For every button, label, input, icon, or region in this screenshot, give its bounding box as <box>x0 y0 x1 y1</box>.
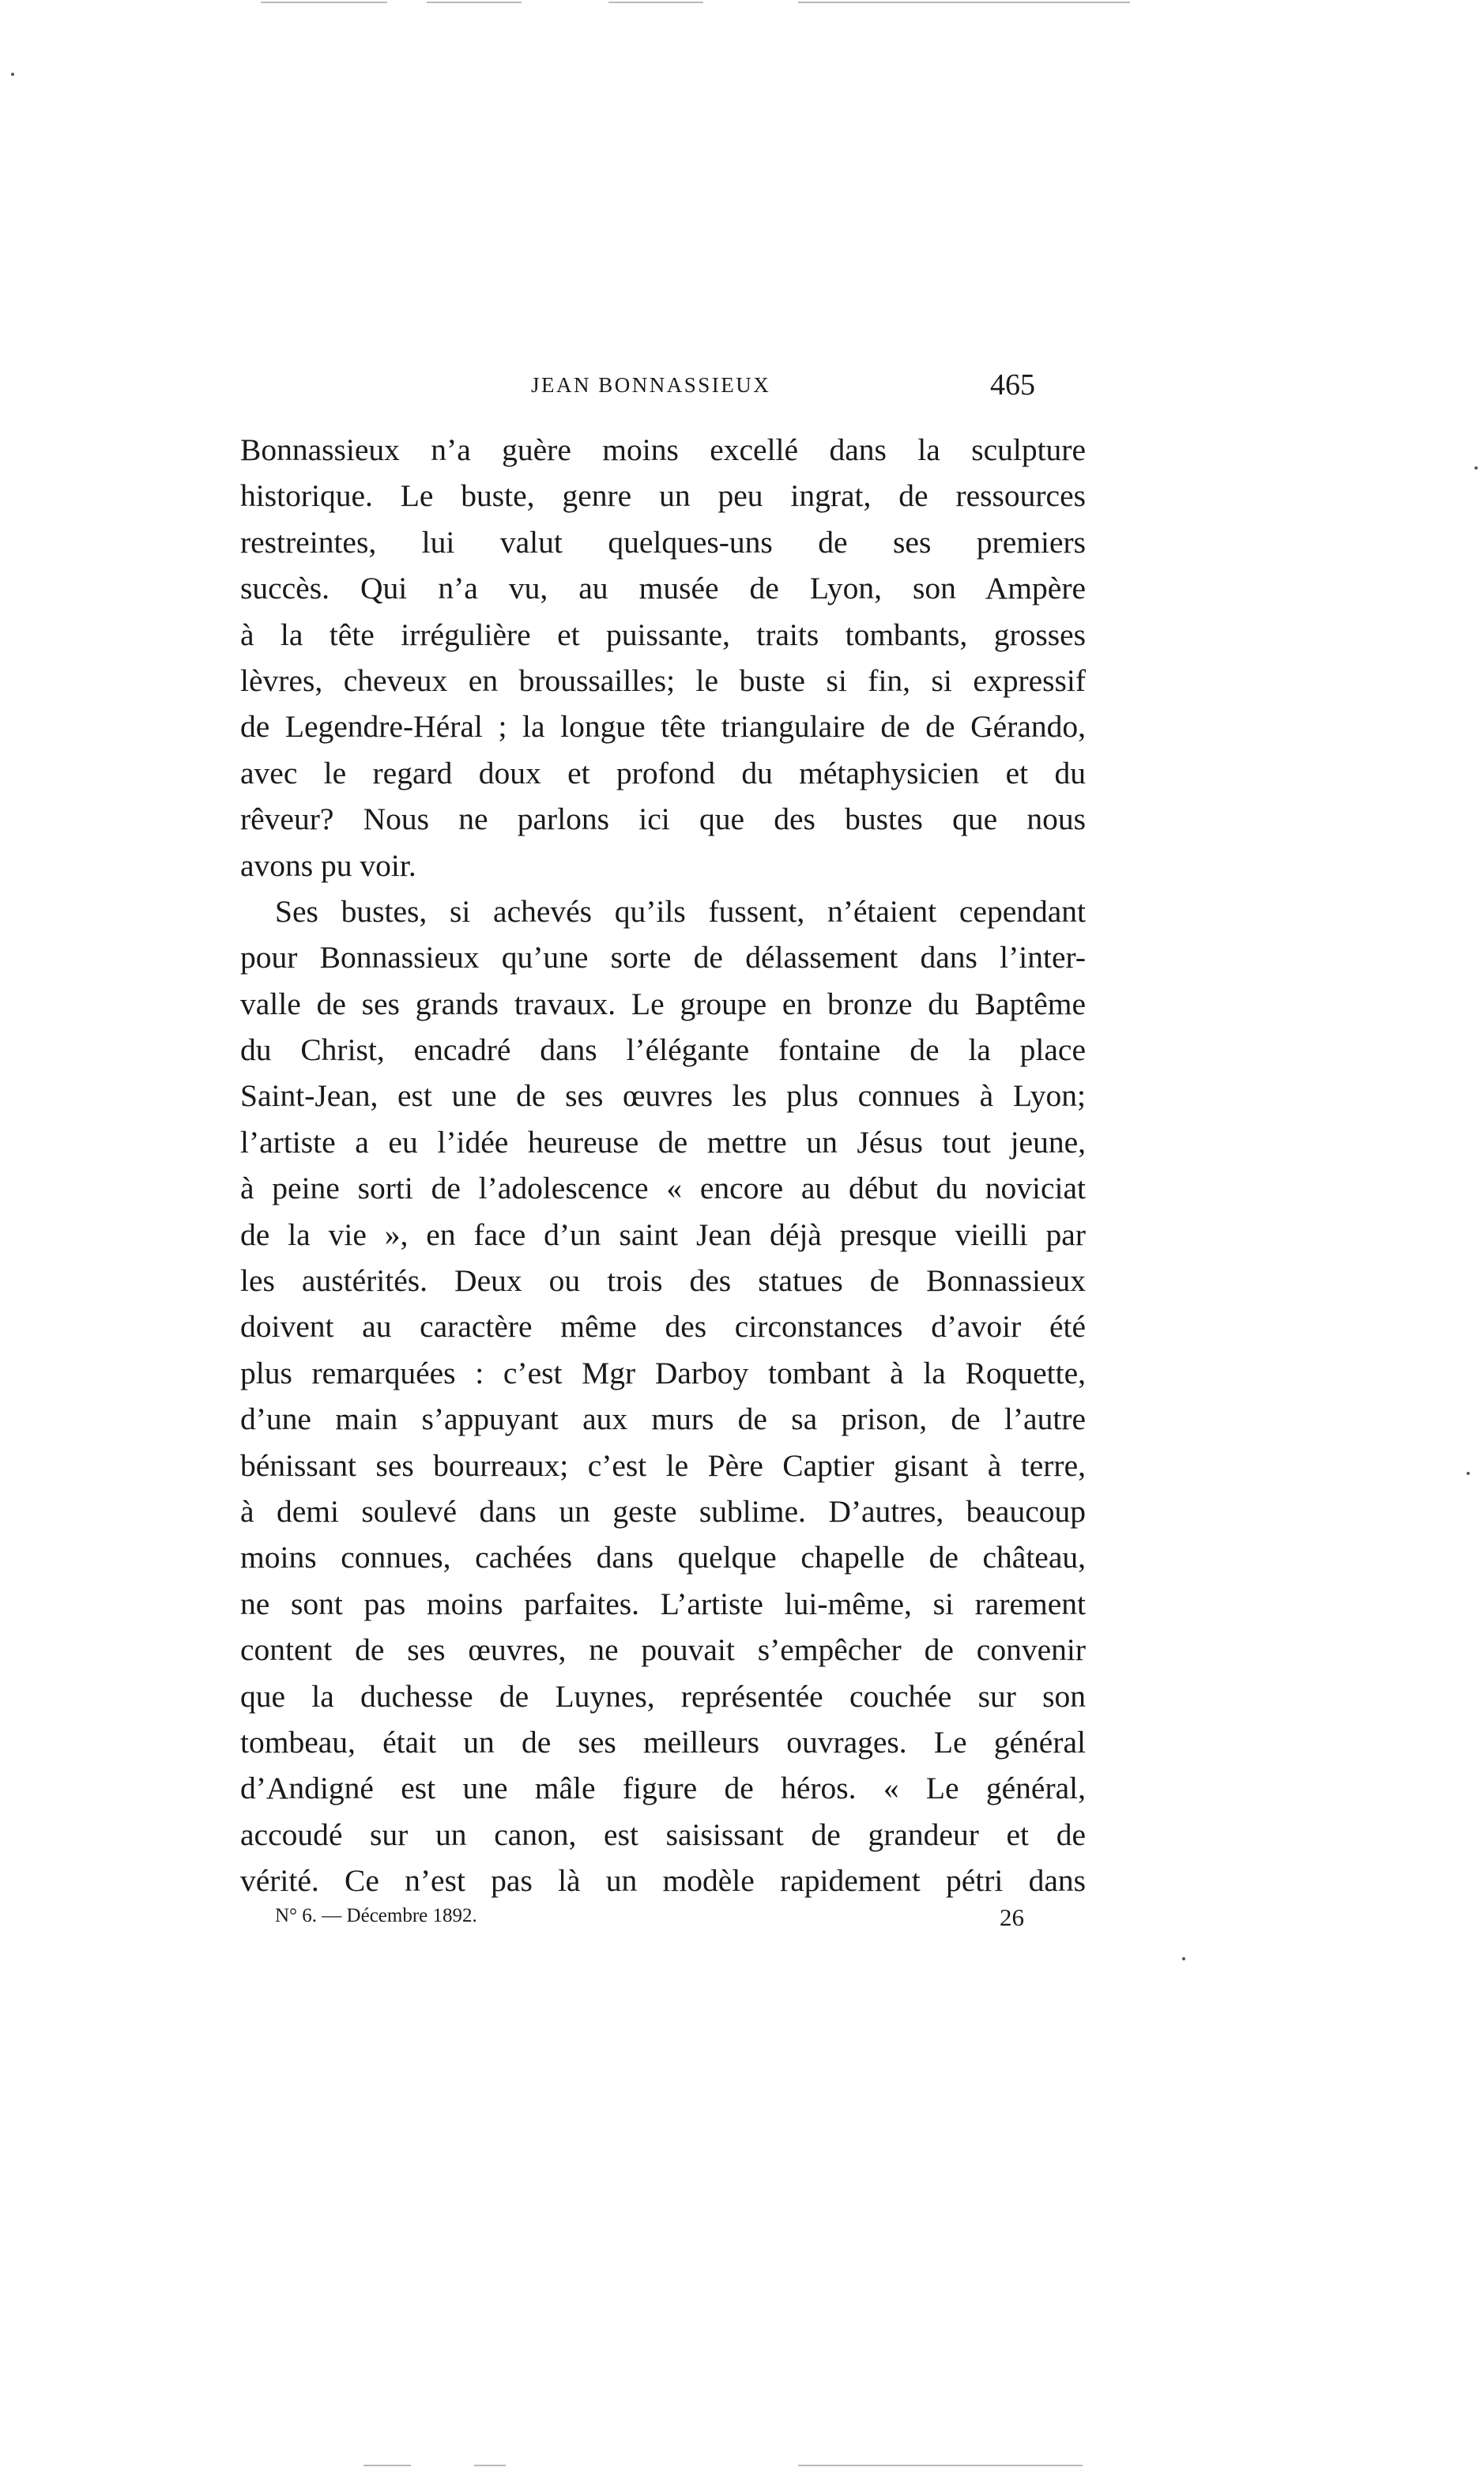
text-line: que la duchesse de Luynes, représentée couchée sur son <box>240 1678 1086 1714</box>
page-number: 465 <box>990 368 1035 402</box>
text-line: content de ses œuvres, ne pouvait s’empêcher de convenir <box>240 1632 1086 1668</box>
bottom-edge-artefact <box>363 2465 411 2466</box>
text-line: de la vie », en face d’un saint Jean déjà presque vieilli par <box>240 1217 1086 1252</box>
text-line: ne sont pas moins parfaites. L’artiste lui-même, si rarement <box>240 1586 1086 1621</box>
text-line: à demi soulevé dans un geste sublime. D’autres, beaucoup <box>240 1493 1086 1529</box>
signature-mark: 26 <box>1000 1903 1024 1931</box>
text-line: lèvres, cheveux en broussailles; le buste si fin, si expressif <box>240 662 1086 698</box>
top-edge-artefact <box>798 2 1130 3</box>
running-title: JEAN BONNASSIEUX <box>531 373 771 397</box>
text-line: valle de ses grands travaux. Le groupe en bronze du Baptême <box>240 986 1086 1021</box>
text-line: tombeau, était un de ses meilleurs ouvrages. Le général <box>240 1724 1086 1760</box>
text-line: Bonnassieux n’a guère moins excellé dans la sculpture <box>240 432 1086 467</box>
scan-speck <box>1467 1472 1470 1475</box>
text-line: restreintes, lui valut quelques-uns de ses premiers <box>240 524 1086 560</box>
text-line: accoudé sur un canon, est saisissant de grandeur et de <box>240 1816 1086 1852</box>
text-line: rêveur? Nous ne parlons ici que des bustes que nous <box>240 802 1086 837</box>
footer <box>275 1905 1034 1937</box>
text-line: plus remarquées : c’est Mgr Darboy tombant à la Roquette, <box>240 1355 1086 1390</box>
text-line: du Christ, encadré dans l’élégante fontaine de la place <box>240 1032 1086 1068</box>
body-text <box>240 427 1086 1904</box>
scan-speck <box>1475 466 1478 470</box>
issue-note: N° 6. — Décembre 1892. <box>275 1905 477 1926</box>
text-line: pour Bonnassieux qu’une sorte de délassement dans l’inter- <box>240 940 1086 975</box>
text-line: vérité. Ce n’est pas là un modèle rapidement pétri dans <box>240 1863 1086 1899</box>
text-line: de Legendre-Héral ; la longue tête triangulaire de de Gérando, <box>240 709 1086 745</box>
text-line: à peine sorti de l’adolescence « encore au début du noviciat <box>240 1171 1086 1206</box>
text-line: avec le regard doux et profond du métaphysicien et du <box>240 755 1086 790</box>
top-edge-artefact <box>608 2 703 3</box>
text-line: succès. Qui n’a vu, au musée de Lyon, son Ampère <box>240 571 1086 606</box>
text-line: à la tête irrégulière et puissante, traits tombants, grosses <box>240 617 1086 652</box>
top-edge-artefact <box>261 2 387 3</box>
top-edge-artefact <box>427 2 522 3</box>
bottom-edge-artefact <box>474 2465 506 2466</box>
text-line: avons pu voir. <box>240 847 416 883</box>
text-line: Saint-Jean, est une de ses œuvres les plus connues à Lyon; <box>240 1078 1086 1114</box>
bottom-edge-artefact <box>798 2465 1083 2466</box>
text-line: moins connues, cachées dans quelque chapelle de château, <box>240 1540 1086 1575</box>
text-line: doivent au caractère même des circonstances d’avoir été <box>240 1309 1086 1345</box>
running-head <box>237 365 1090 405</box>
text-line: bénissant ses bourreaux; c’est le Père Captier gisant à terre, <box>240 1447 1086 1483</box>
scan-speck <box>11 73 14 76</box>
text-line: d’une main s’appuyant aux murs de sa prison, de l’autre <box>240 1401 1086 1437</box>
text-line: historique. Le buste, genre un peu ingrat, de ressources <box>240 478 1086 514</box>
text-line: Ses bustes, si achevés qu’ils fussent, n’étaient cependant <box>275 893 1086 929</box>
text-line: d’Andigné est une mâle figure de héros. « Le général, <box>240 1771 1086 1806</box>
scan-speck <box>1182 1957 1185 1960</box>
text-line: les austérités. Deux ou trois des statues de Bonnassieux <box>240 1263 1086 1299</box>
text-line: l’artiste a eu l’idée heureuse de mettre un Jésus tout jeune, <box>240 1124 1086 1160</box>
